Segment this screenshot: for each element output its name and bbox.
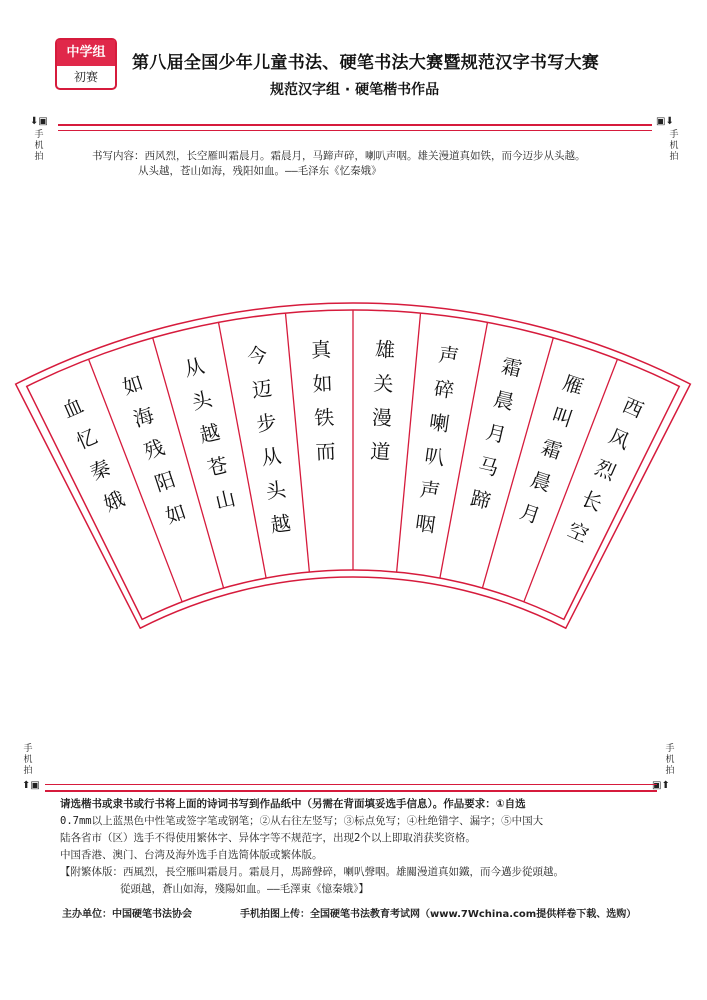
- fan-character: 声: [437, 342, 461, 369]
- page-title: 第八届全国少年儿童书法、硬笔书法大赛暨规范汉字书写大赛: [132, 53, 600, 73]
- fan-character: 叭: [423, 443, 447, 470]
- instructions-line-5: 【附繁体版：西風烈，長空雁叫霜晨月。霜晨月，馬蹄聲碎，喇叭聲咽。雄關漫道真如鐵，而今邁步從頭越。: [60, 866, 564, 878]
- fan-character: 秦: [86, 455, 115, 486]
- fan-character: 苍: [205, 452, 231, 481]
- instructions-line-1: 请选楷书或隶书或行书将上面的诗词书写到作品纸中（另需在背面填妥选手信息）。作品要求：①自选: [60, 798, 526, 810]
- fan-character: 如: [312, 371, 334, 397]
- badge-group: 中学组: [57, 40, 115, 66]
- download-arrow-icon: ⬇▣: [30, 116, 48, 127]
- fan-character: 蹄: [468, 485, 494, 514]
- fan-character: 血: [59, 392, 87, 423]
- instructions-line-2: 0.7mm以上蓝黑色中性笔或签字笔或钢笔；②从右往左竖写；③标点免写；④杜绝错字、漏字；⑤中国大: [60, 815, 544, 827]
- fan-character: 叫: [549, 402, 576, 432]
- fan-character: 从: [259, 443, 283, 470]
- fan-character: 如: [162, 499, 190, 529]
- fan-character: 长: [577, 486, 606, 517]
- instructions-line-4: 中国香港、澳门、台湾及海外选手自选简体版或繁体版。: [60, 849, 323, 861]
- fan-character: 雁: [559, 370, 587, 400]
- footer-organizer: 主办单位：中国硬笔书法协会: [62, 909, 192, 920]
- fan-character: 今: [245, 342, 269, 369]
- bottom-rule-thin: [45, 784, 657, 785]
- fan-character: 漫: [371, 405, 393, 431]
- fan-character: 阳: [151, 466, 179, 497]
- upload-arrow-icon: ⬆▣: [22, 780, 40, 791]
- fan-character: 喇: [427, 409, 451, 437]
- bottom-rule: [45, 790, 657, 792]
- fan-character: 海: [130, 402, 157, 432]
- camera-icon: ▣⬇: [656, 116, 674, 127]
- fan-character: 而: [315, 439, 337, 465]
- footer-upload: 手机拍图上传：全国硬笔书法教育考试网（www.7Wchina.com提供样卷下载、选购）: [240, 909, 637, 920]
- fan-character: 头: [264, 477, 288, 504]
- fan-character: 烈: [591, 455, 620, 486]
- fan-character: 越: [269, 510, 293, 538]
- content-line-2: 从头越，苍山如海，残阳如血。——毛泽东《忆秦娥》: [138, 165, 382, 177]
- side-label-bottom-right: 手 机 拍: [665, 744, 675, 776]
- fan-character: 山: [212, 485, 238, 514]
- fan-character: 霜: [499, 353, 525, 382]
- fan-character: 风: [605, 423, 634, 454]
- fan-character: 空: [564, 517, 593, 548]
- fan-character: 铁: [313, 405, 335, 431]
- side-label-top-right: 手 机 拍: [669, 130, 679, 162]
- fan-character: 马: [475, 452, 501, 481]
- fan-character: 月: [483, 419, 509, 448]
- fan-character: 晨: [527, 466, 555, 497]
- fan-character: 头: [189, 386, 215, 415]
- fan-character: 关: [372, 371, 394, 397]
- fan-character: 西: [619, 392, 647, 423]
- fan-character: 残: [140, 434, 168, 464]
- fan-character: 道: [369, 439, 391, 465]
- instructions-line-3: 陆各省市（区）选手不得使用繁体字、异体字等不规范字，出现2个以上即取消获奖资格。: [60, 832, 476, 844]
- camera-icon: ▣⬆: [652, 780, 670, 791]
- content-line-1: 书写内容：西风烈，长空雁叫霜晨月。霜晨月，马蹄声碎，喇叭声咽。雄关漫道真如铁，而今迈步从头越。: [92, 150, 586, 162]
- fan-character: 从: [181, 353, 207, 382]
- side-label-bottom-left: 手 机 拍: [23, 744, 33, 776]
- badge-stage: 初赛: [73, 70, 98, 84]
- fan-character: 咽: [413, 510, 437, 538]
- fan-character: 真: [310, 337, 332, 363]
- instructions: [60, 796, 660, 898]
- page-subtitle: 规范汉字组 · 硬笔楷书作品: [270, 82, 440, 98]
- fan-character: 娥: [100, 486, 129, 517]
- fan-character: 如: [119, 370, 147, 400]
- instructions-line-6: 從頭越，蒼山如海，殘陽如血。——毛澤東《憶秦娥》】: [120, 883, 369, 895]
- fan-character: 雄: [374, 337, 396, 363]
- side-label-top-left: 手 机 拍: [34, 130, 44, 162]
- fan-character: 步: [255, 409, 279, 437]
- fan-character: 月: [516, 499, 544, 529]
- fan-character: 声: [418, 477, 442, 504]
- fan-character: 霜: [538, 434, 566, 464]
- fan-character: 晨: [491, 386, 517, 415]
- fan-character: 越: [197, 419, 223, 448]
- fan-character: 迈: [250, 376, 274, 403]
- fan-character: 碎: [432, 376, 456, 403]
- fan-character: 忆: [72, 423, 101, 454]
